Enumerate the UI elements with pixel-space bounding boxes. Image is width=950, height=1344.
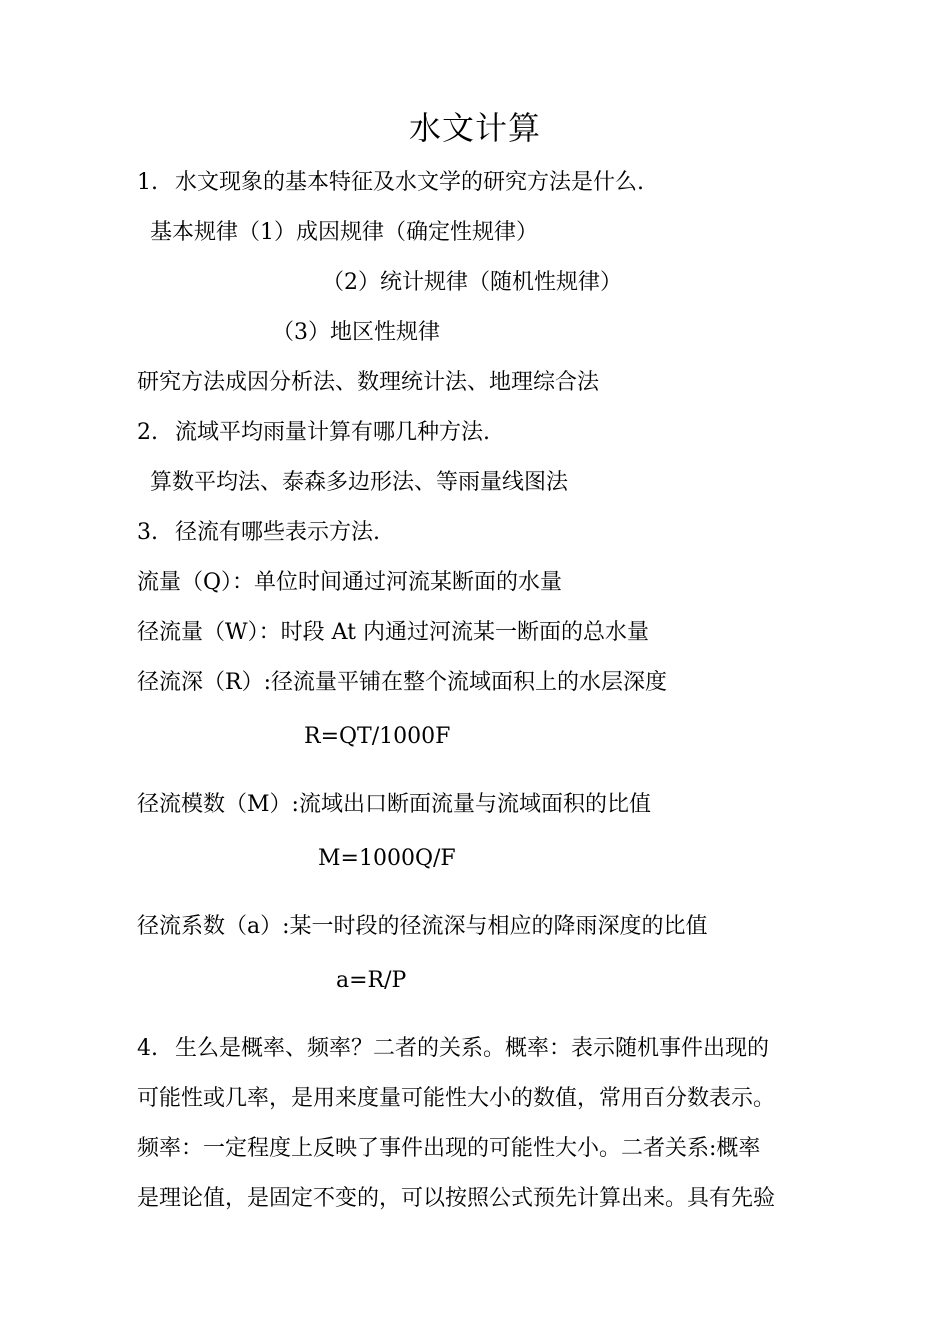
question-3-text: 径流有哪些表示方法. — [175, 520, 380, 545]
q3-volume-definition: 径流量（W）：时段 At 内通过河流某一断面的总水量 — [137, 620, 649, 645]
q1-answer-line-3: （3）地区性规律 — [272, 320, 440, 345]
q2-answer-line-1: 算数平均法、泰森多边形法、等雨量线图法 — [150, 470, 569, 495]
question-4-number: 4. — [137, 1036, 158, 1061]
document-title: 水文计算 — [408, 109, 541, 147]
q1-answer-line-1: 基本规律（1）成因规律（确定性规律） — [150, 220, 538, 245]
question-1 — [137, 168, 644, 198]
q1-answer-line-4: 研究方法成因分析法、数理统计法、地理综合法 — [137, 370, 600, 395]
q3-coefficient-formula: a=R/P — [336, 968, 407, 993]
question-4-text-line-3: 频率：一定程度上反映了事件出现的可能性大小。二者关系:概率 — [137, 1136, 761, 1161]
question-4-text-line-4: 是理论值，是固定不变的，可以按照公式预先计算出来。具有先验 — [137, 1186, 776, 1211]
question-4-text-line-1: 生么是概率、频率？二者的关系。概率：表示随机事件出现的 — [175, 1036, 770, 1061]
question-1-number: 1. — [137, 170, 158, 195]
q3-flow-definition: 流量（Q）：单位时间通过河流某断面的水量 — [137, 570, 563, 595]
q1-answer-line-2: （2）统计规律（随机性规律） — [322, 270, 622, 295]
q3-coefficient-definition: 径流系数（a）:某一时段的径流深与相应的降雨深度的比值 — [137, 914, 708, 939]
question-4-text-line-2: 可能性或几率，是用来度量可能性大小的数值，常用百分数表示。 — [137, 1086, 776, 1111]
question-3-number: 3. — [137, 520, 158, 545]
question-2-text: 流域平均雨量计算有哪几种方法. — [175, 420, 490, 445]
question-2-number: 2. — [137, 420, 158, 445]
question-1-text: 水文现象的基本特征及水文学的研究方法是什么. — [175, 170, 644, 195]
question-2 — [137, 418, 490, 448]
q3-modulus-formula: M=1000Q/F — [318, 846, 456, 871]
question-4 — [137, 1034, 769, 1064]
question-3 — [137, 518, 380, 548]
q3-depth-formula: R=QT/1000F — [304, 724, 451, 749]
q3-modulus-definition: 径流模数（M）:流域出口断面流量与流域面积的比值 — [137, 792, 651, 817]
q3-depth-definition: 径流深（R）:径流量平铺在整个流域面积上的水层深度 — [137, 670, 667, 695]
